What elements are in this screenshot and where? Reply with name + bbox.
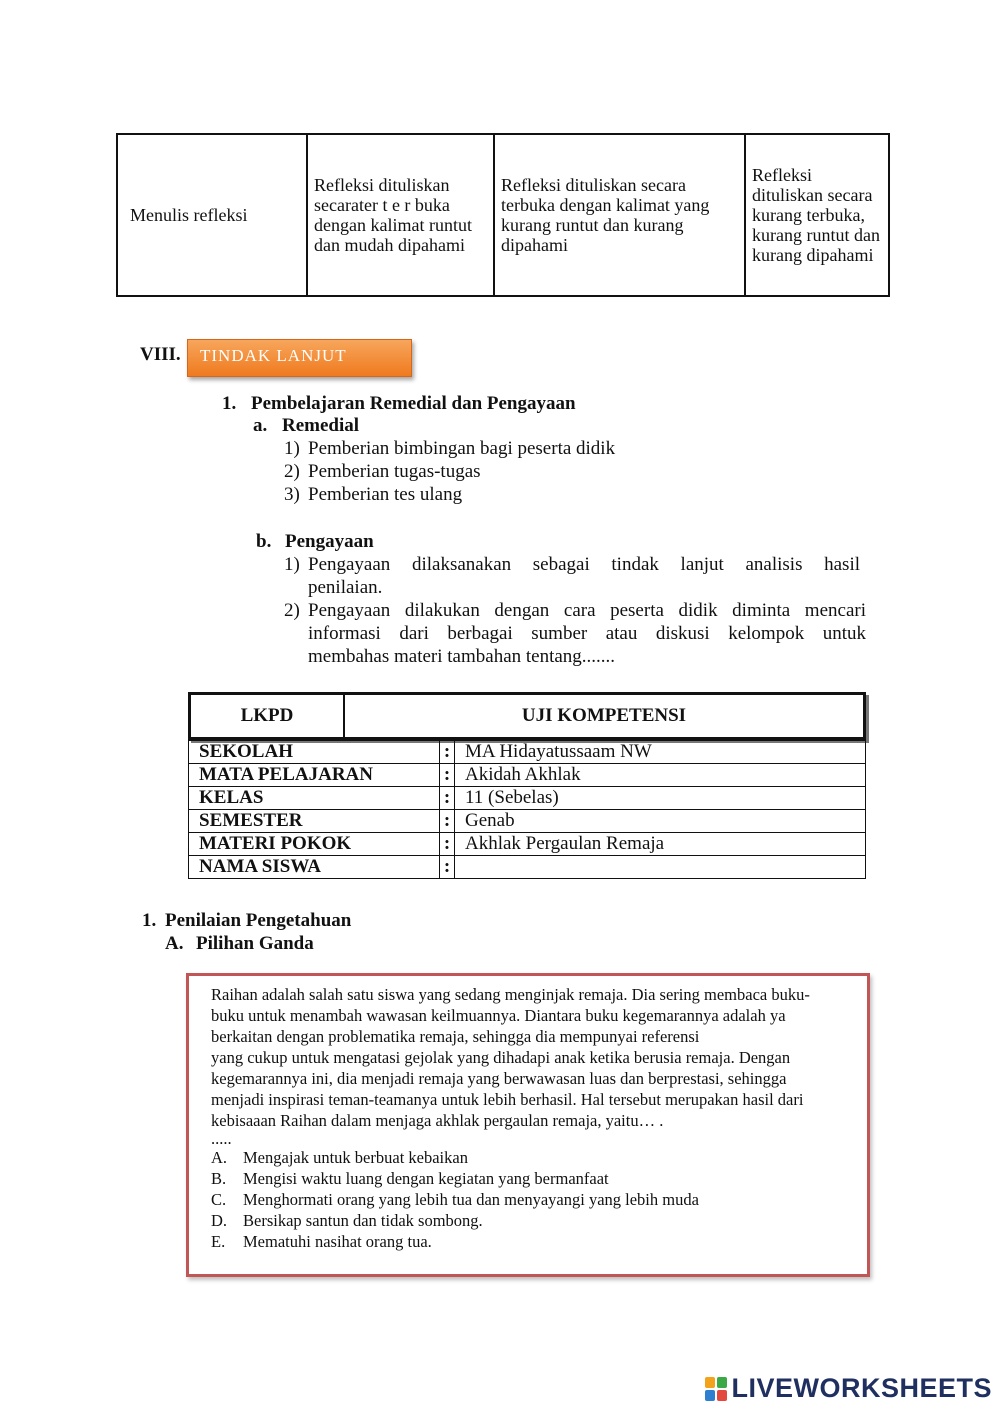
remedial-text-2: Pemberian tugas-tugas [308,461,481,482]
info-colon: : [440,810,455,833]
option-letter: D. [211,1211,228,1230]
watermark-text: LIVEWORKSHEETS [731,1373,992,1403]
rubric-level-3: Refleksi dituliskan secara kurang terbuka, kurang runtut dan kurang dipahami [745,134,889,296]
info-row-subject [189,764,866,787]
question-box [186,973,870,1277]
info-value: Akhlak Pergaulan Remaja [455,833,866,856]
info-row-semester [189,810,866,833]
info-label: NAMA SISWA [189,856,440,879]
option-letter: E. [211,1232,226,1251]
rubric-row [117,134,889,296]
section-roman-numeral: VIII. [140,344,181,365]
remedial-text-3: Pemberian tes ulang [308,484,463,505]
info-colon: : [440,833,455,856]
info-value: 11 (Sebelas) [455,787,866,810]
info-colon: : [440,741,455,764]
question-line: berkaitan dengan problematika remaja, sehingga dia mempunyai referensi [211,1027,700,1046]
liveworksheets-watermark [705,1373,992,1404]
question-line: buku untuk menambah wawasan keilmuannya. Diantara buku kegemarannya adalah ya [211,1006,786,1025]
info-label: MATA PELAJARAN [189,764,440,787]
info-label: SEKOLAH [189,741,440,764]
option-e[interactable] [211,1231,853,1252]
remedial-num-3: 3) [284,484,300,505]
info-colon: : [440,787,455,810]
info-row-topic [189,833,866,856]
question-line: menjadi inspirasi teman-teamanya untuk lebih berhasil. Hal tersebut merupakan hasil dari [211,1090,804,1109]
info-value: Akidah Akhlak [455,764,866,787]
pengayaan-num-1: 1) [284,554,300,575]
assessment-sub-letter: A. [165,933,184,954]
option-letter: C. [211,1190,227,1209]
info-row-school [189,741,866,764]
pengayaan-text-2-rest: membahas materi tambahan tentang....... [308,646,616,667]
option-b[interactable] [211,1168,853,1189]
rubric-table [116,133,890,297]
lkpd-header [188,692,866,740]
assessment-sub-title: Pilihan Ganda [196,933,314,954]
option-text: Menghormati orang yang lebih tua dan menyayangi yang lebih muda [243,1190,699,1209]
info-colon: : [440,856,455,879]
sub-b-letter: b. [256,531,272,552]
sub-a-title: Remedial [282,415,360,436]
remedial-num-1: 1) [284,438,300,459]
pengayaan-text-1-line1: Pengayaan dilaksanakan sebagai tindak lanjut analisis hasil [308,554,860,575]
option-text: Mengisi waktu luang dengan kegiatan yang bermanfaat [243,1169,609,1188]
question-line: yang cukup untuk mengatasi gejolak yang dihadapi anak ketika berusia remaja. Dengan [211,1048,791,1067]
assessment-number: 1. [142,910,157,931]
pengayaan-text-2-line2: informasi dari berbagai sumber atau diskusi kelompok untuk [308,623,866,644]
question-line: kegemarannya ini, dia menjadi remaja yang berwawasan luas dan berprestasi, sehingga [211,1069,787,1088]
sub-b-title: Pengayaan [285,531,374,552]
question-line: Raihan adalah salah satu siswa yang sedang menginjak remaja. Dia sering membaca buku- [211,985,810,1004]
info-row-student-name [189,856,866,879]
assessment-title: Penilaian Pengetahuan [165,910,352,931]
pengayaan-text-2-line1: Pengayaan dilakukan dengan cara peserta didik diminta mencari [308,600,866,621]
info-label: MATERI POKOK [189,833,440,856]
option-text: Mengajak untuk berbuat kebaikan [243,1148,468,1167]
item-1-number: 1. [222,393,237,414]
rubric-level-2: Refleksi dituliskan secara terbuka dengan kalimat yang kurang runtut dan kurang dipahami [494,134,745,296]
info-row-class [189,787,866,810]
lkpd-label: LKPD [191,695,345,737]
rubric-criterion: Menulis refleksi [117,134,307,296]
info-label: KELAS [189,787,440,810]
lkpd-title: UJI KOMPETENSI [521,705,687,726]
pengayaan-num-2: 2) [284,600,300,621]
info-value: Genab [455,810,866,833]
remedial-text-1: Pemberian bimbingan bagi peserta didik [308,438,616,459]
section-banner: TINDAK LANJUT [187,339,412,377]
option-text: Mematuhi nasihat orang tua. [243,1232,432,1251]
rubric-level-1: Refleksi dituliskan secarater t e r buka dengan kalimat runtut dan mudah dipahami [307,134,494,296]
remedial-num-2: 2) [284,461,300,482]
option-letter: A. [211,1148,228,1167]
info-value: MA Hidayatussaam NW [455,741,866,764]
question-line: ..... [211,1129,232,1148]
liveworksheets-logo-icon [705,1377,727,1401]
option-text: Bersikap santun dan tidak sombong. [243,1211,483,1230]
question-line: kebisaaan Raihan dalam menjaga akhlak pergaulan remaja, yaitu… . [211,1111,664,1130]
info-label: SEMESTER [189,810,440,833]
option-d[interactable] [211,1210,853,1231]
info-colon: : [440,764,455,787]
pengayaan-text-1-rest: penilaian. [308,577,383,598]
item-1-title: Pembelajaran Remedial dan Pengayaan [251,393,576,414]
option-letter: B. [211,1169,227,1188]
option-a[interactable] [211,1147,853,1168]
sub-a-letter: a. [253,415,268,436]
student-info-table [188,740,866,879]
option-c[interactable] [211,1189,853,1210]
student-name-field[interactable] [455,856,866,879]
